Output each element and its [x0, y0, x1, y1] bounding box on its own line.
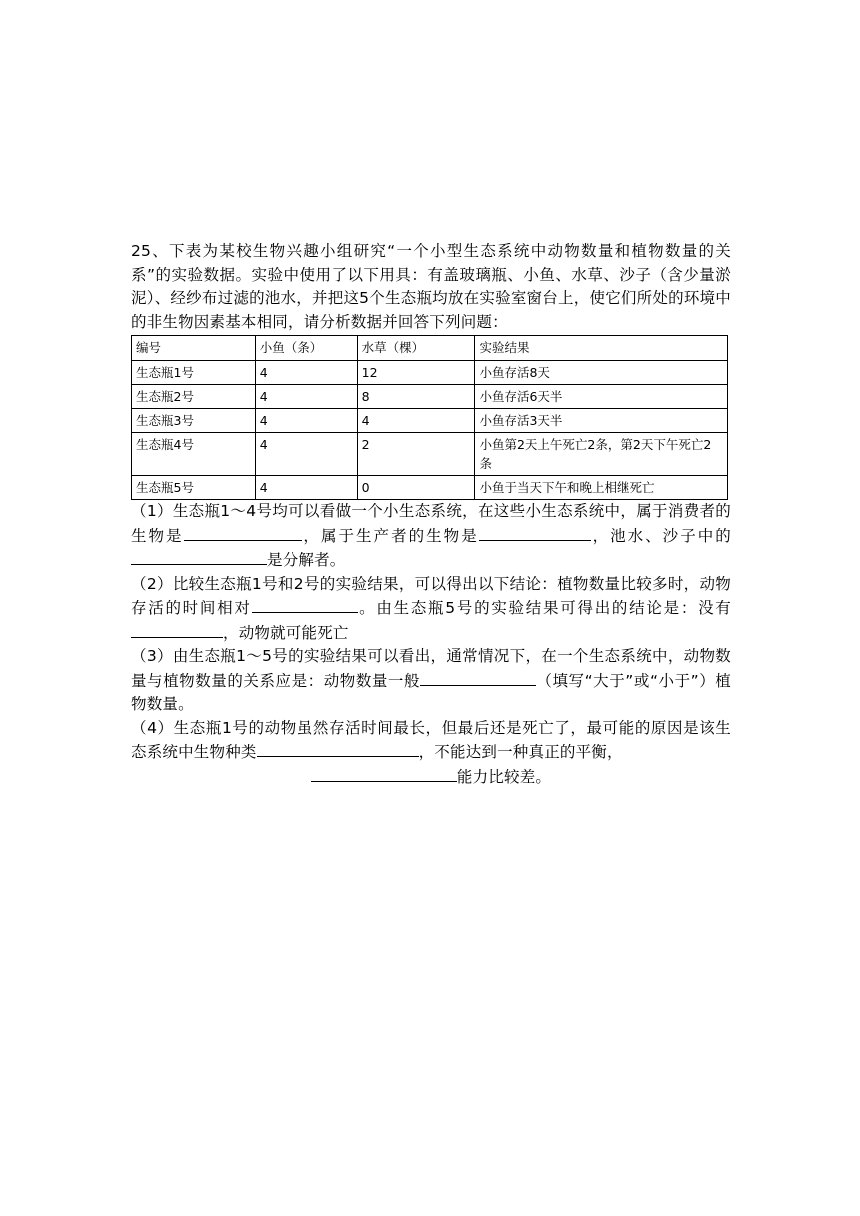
table-row [132, 433, 728, 476]
question-block [131, 240, 731, 789]
question-1 [131, 500, 731, 573]
table-cell: 小鱼存活6天半 [475, 385, 728, 409]
table-cell: 4 [255, 361, 357, 385]
q1-text: ，属于生产者的生物是 [301, 526, 479, 545]
answer-blank-6[interactable] [420, 669, 536, 686]
table-cell: 0 [357, 476, 475, 500]
table-cell: 生态瓶2号 [132, 385, 256, 409]
answer-blank-4[interactable] [252, 596, 358, 613]
table-header-row [132, 336, 728, 361]
table-row [132, 361, 728, 385]
experiment-table [131, 335, 728, 500]
q4-text: （4）生态瓶1号的动物虽然存活时间最长，但最后还是死亡了，最可能的原因是该生态系统中生物种类 [131, 718, 731, 761]
q3-text: （3）由生态瓶1～5号的实验结果可以看出，通常情况下，在一个生态系统中，动物数量与植物数量的关系应是：动物数量一般 [131, 647, 731, 690]
question-4-continued [131, 765, 731, 790]
table-row [132, 409, 728, 433]
q1-text: （1）生态瓶1～4号均可以看做一个小生态系统，在这些小生态系统中，属于消费者的生物是 [131, 502, 731, 545]
table-cell: 生态瓶1号 [132, 361, 256, 385]
table-header-cell: 水草（棵） [357, 336, 475, 361]
q2-text: 。由生态瓶5号的实验结果可得出的结论是：没有 [357, 599, 732, 617]
table-cell: 4 [255, 476, 357, 500]
q1-text: ，池水、沙子中的 [590, 526, 731, 545]
question-3 [131, 645, 731, 717]
answer-blank-3[interactable] [131, 548, 267, 565]
answer-blank-5[interactable] [131, 621, 223, 638]
q4-text: 能力比较差。 [456, 767, 552, 786]
table-cell: 2 [357, 433, 475, 476]
table-cell: 4 [255, 385, 357, 409]
question-intro: 25、下表为某校生物兴趣小组研究“一个小型生态系统中动物数量和植物数量的关系”的实验数据。实验中使用了以下用具：有盖玻璃瓶、小鱼、水草、沙子（含少量淤泥）、经纱布过滤的池水，并把这5个生态瓶均放在实验室窗台上，使它们所处的环境中的非生物因素基本相同，请分析数据并回答下列问题： [131, 242, 731, 331]
table-cell: 4 [357, 409, 475, 433]
table-cell: 4 [255, 409, 357, 433]
answer-blank-2[interactable] [479, 524, 591, 541]
table-cell: 小鱼于当天下午和晚上相继死亡 [475, 476, 728, 500]
q1-text: 是分解者。 [267, 551, 346, 569]
table-cell: 生态瓶5号 [132, 476, 256, 500]
table-cell: 8 [357, 385, 475, 409]
answer-blank-1[interactable] [184, 524, 302, 541]
answer-blank-7[interactable] [257, 740, 419, 757]
question-2 [131, 573, 731, 646]
table-cell: 小鱼存活3天半 [475, 409, 728, 433]
table-header-cell: 实验结果 [475, 336, 728, 361]
table-header-cell: 编号 [132, 336, 256, 361]
q2-text: （2）比较生态瓶1号和2号的实验结果，可以得出以下结论：植物数量比较多时，动物存活的时间相对 [131, 574, 731, 617]
answer-blank-8[interactable] [311, 765, 457, 782]
q2-text: ，动物就可能死亡 [223, 623, 349, 642]
table-cell: 小鱼存活8天 [475, 361, 728, 385]
table-cell: 生态瓶3号 [132, 409, 256, 433]
table-cell: 12 [357, 361, 475, 385]
table-row [132, 476, 728, 500]
table-cell: 4 [255, 433, 357, 476]
q4-text: ，不能达到一种真正的平衡， [418, 743, 623, 761]
question-4 [131, 717, 731, 765]
table-header-cell: 小鱼（条） [255, 336, 357, 361]
table-row [132, 385, 728, 409]
table-cell: 小鱼第2天上午死亡2条，第2天下午死亡2条 [475, 433, 728, 476]
q3-text: （填写“大于”或“小于”）植物数量。 [131, 671, 732, 713]
table-cell: 生态瓶4号 [132, 433, 256, 476]
